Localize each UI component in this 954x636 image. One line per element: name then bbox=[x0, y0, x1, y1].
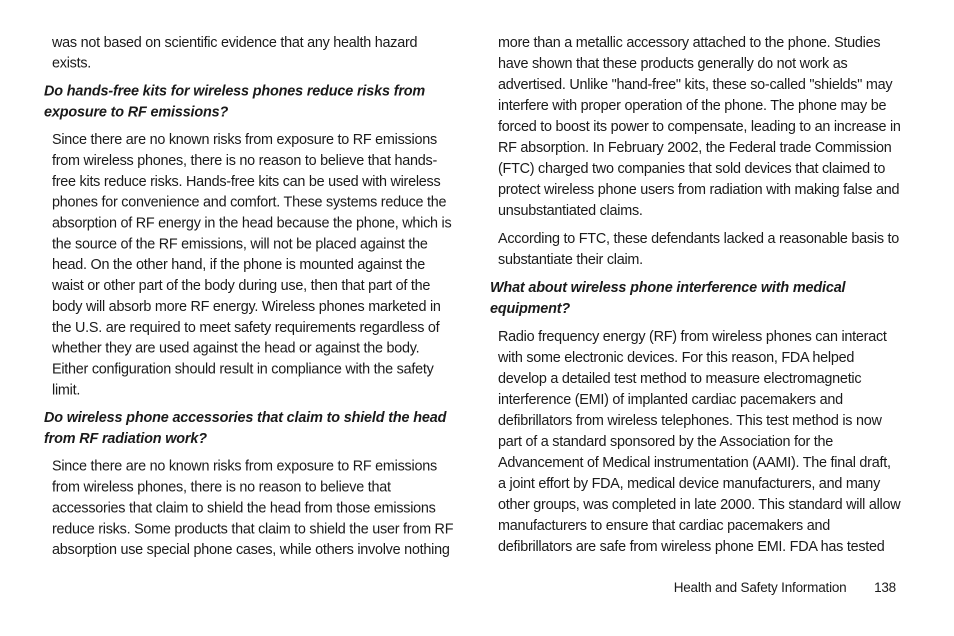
section-heading: Do wireless phone accessories that claim to shield the head from RF radiation work? bbox=[44, 410, 447, 447]
left-column bbox=[44, 33, 456, 568]
section-heading: Do hands-free kits for wireless phones reduce risks from exposure to RF emissions? bbox=[44, 83, 426, 121]
page-footer bbox=[674, 578, 896, 598]
right-column bbox=[490, 33, 902, 565]
body-paragraph: Since there are no known risks from exposure to RF emissions from wireless phones, there is no reason to believe that accessories that claim to shield the head from those emissions reduce risks. Some products that claim to shield the user from RF absorption use special phone cases, while others involve nothing bbox=[52, 458, 454, 559]
body-paragraph: According to FTC, these defendants lacked a reasonable basis to substantiate their claim. bbox=[498, 231, 900, 268]
page-number: 138 bbox=[874, 580, 896, 595]
body-paragraph: was not based on scientific evidence that any health hazard exists. bbox=[52, 34, 418, 72]
footer-section-title: Health and Safety Information bbox=[673, 580, 847, 595]
body-paragraph: Radio frequency energy (RF) from wireless phones can interact with some electronic devices. For this reason, FDA helped develop a detailed test method to measure electromagnetic interference (EMI) of implanted cardiac pacemakers and defibrillators from wireless telephones. This test method is now part of a standard sponsored by the Association for the Advancement of Medical instrumentation (AAMI). The final draft, a joint effort by FDA, medical device manufacturers, and many other groups, was completed in late 2000. This standard will allow manufacturers to ensure that cardiac pacemakers and defibrillators are safe from wireless phone EMI. FDA has tested bbox=[498, 329, 901, 555]
body-paragraph: more than a metallic accessory attached to the phone. Studies have shown that these products generally do not work as advertised. Unlike "hand-free" kits, these so-called "shields" may interfere with proper operation of the phone. The phone may be forced to boost its power to compensate, leading to an increase in RF absorption. In February 2002, the Federal trade Commission (FTC) charged two companies that sold devices that claimed to protect wireless phone users from radiation with making false and unsubstantiated claims. bbox=[498, 35, 901, 219]
body-paragraph: Since there are no known risks from exposure to RF emissions from wireless phones, there is no reason to believe that hands-free kits reduce risks. Hands-free kits can be used with wireless phones for convenience and comfort. These systems reduce the absorption of RF energy in the head because the phone, which is the source of the RF emissions, will not be placed against the head. On the other hand, if the phone is mounted against the waist or other part of the body during use, then that part of the body will absorb more RF energy. Wireless phones marketed in the U.S. are required to meet safety requirements regardless of whether they are used against the head or against the body. Either configuration should result in compliance with the safety limit. bbox=[52, 132, 452, 399]
section-heading: What about wireless phone interference with medical equipment? bbox=[490, 280, 846, 317]
